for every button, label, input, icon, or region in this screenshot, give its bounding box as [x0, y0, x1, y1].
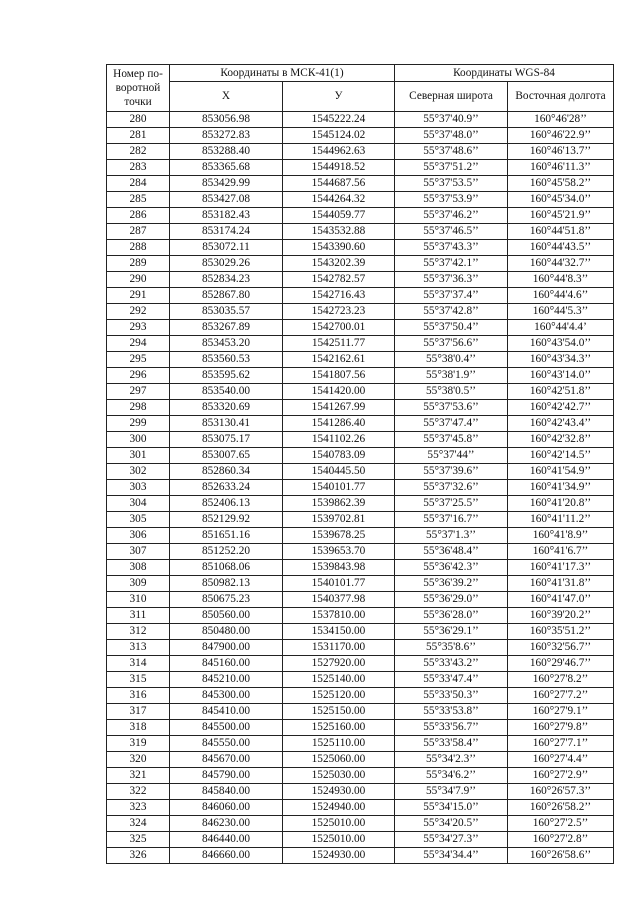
x-cell: 846060.00 [170, 800, 283, 816]
point-number-cell: 280 [107, 112, 170, 128]
table-row [107, 288, 614, 304]
x-cell: 851651.16 [170, 528, 283, 544]
longitude-cell: 160°44'4.4’ [508, 320, 614, 336]
table-row [107, 816, 614, 832]
x-cell: 851068.06 [170, 560, 283, 576]
x-cell: 853427.08 [170, 192, 283, 208]
latitude-cell: 55°38'0.4’’ [395, 352, 508, 368]
table-row [107, 176, 614, 192]
table-row [107, 480, 614, 496]
longitude-cell: 160°41'6.7’’ [508, 544, 614, 560]
header-x: X [170, 82, 283, 112]
table-row [107, 624, 614, 640]
x-cell: 845500.00 [170, 720, 283, 736]
point-number-cell: 288 [107, 240, 170, 256]
table-row [107, 208, 614, 224]
table-row [107, 304, 614, 320]
x-cell: 853595.62 [170, 368, 283, 384]
x-cell: 851252.20 [170, 544, 283, 560]
y-cell: 1525150.00 [283, 704, 395, 720]
x-cell: 853182.43 [170, 208, 283, 224]
x-cell: 853267.89 [170, 320, 283, 336]
y-cell: 1542511.77 [283, 336, 395, 352]
point-number-cell: 321 [107, 768, 170, 784]
table-row [107, 144, 614, 160]
table-row [107, 352, 614, 368]
point-number-cell: 314 [107, 656, 170, 672]
y-cell: 1525010.00 [283, 816, 395, 832]
longitude-cell: 160°27'7.2’’ [508, 688, 614, 704]
x-cell: 845670.00 [170, 752, 283, 768]
point-number-cell: 324 [107, 816, 170, 832]
x-cell: 850675.23 [170, 592, 283, 608]
y-cell: 1525060.00 [283, 752, 395, 768]
latitude-cell: 55°36'28.0’’ [395, 608, 508, 624]
latitude-cell: 55°36'48.4’’ [395, 544, 508, 560]
x-cell: 853056.98 [170, 112, 283, 128]
point-number-cell: 316 [107, 688, 170, 704]
point-number-cell: 307 [107, 544, 170, 560]
latitude-cell: 55°38'0.5’’ [395, 384, 508, 400]
longitude-cell: 160°27'2.8’’ [508, 832, 614, 848]
x-cell: 845790.00 [170, 768, 283, 784]
table-row [107, 576, 614, 592]
longitude-cell: 160°41'17.3’’ [508, 560, 614, 576]
latitude-cell: 55°34'27.3’’ [395, 832, 508, 848]
x-cell: 853540.00 [170, 384, 283, 400]
longitude-cell: 160°27'8.2’’ [508, 672, 614, 688]
table-row [107, 512, 614, 528]
table-row [107, 160, 614, 176]
table-row [107, 800, 614, 816]
header-latitude: Северная широта [395, 82, 508, 112]
point-number-cell: 323 [107, 800, 170, 816]
y-cell: 1544687.56 [283, 176, 395, 192]
y-cell: 1525010.00 [283, 832, 395, 848]
latitude-cell: 55°37'1.3’’ [395, 528, 508, 544]
longitude-cell: 160°41'47.0’’ [508, 592, 614, 608]
table-row [107, 768, 614, 784]
table-row [107, 224, 614, 240]
longitude-cell: 160°27'4.4’’ [508, 752, 614, 768]
latitude-cell: 55°37'53.5’’ [395, 176, 508, 192]
longitude-cell: 160°43'14.0’’ [508, 368, 614, 384]
latitude-cell: 55°34'2.3’’ [395, 752, 508, 768]
x-cell: 853320.69 [170, 400, 283, 416]
point-number-cell: 294 [107, 336, 170, 352]
x-cell: 847900.00 [170, 640, 283, 656]
longitude-cell: 160°26'58.2’’ [508, 800, 614, 816]
x-cell: 853007.65 [170, 448, 283, 464]
latitude-cell: 55°37'46.2’’ [395, 208, 508, 224]
point-number-cell: 303 [107, 480, 170, 496]
point-number-cell: 297 [107, 384, 170, 400]
longitude-cell: 160°42'43.4’’ [508, 416, 614, 432]
latitude-cell: 55°37'48.0’’ [395, 128, 508, 144]
y-cell: 1539862.39 [283, 496, 395, 512]
latitude-cell: 55°36'29.0’’ [395, 592, 508, 608]
point-number-cell: 313 [107, 640, 170, 656]
y-cell: 1525030.00 [283, 768, 395, 784]
longitude-cell: 160°42'51.8’’ [508, 384, 614, 400]
latitude-cell: 55°37'53.9’’ [395, 192, 508, 208]
longitude-cell: 160°27'9.1’’ [508, 704, 614, 720]
longitude-cell: 160°45'21.9’’ [508, 208, 614, 224]
point-number-cell: 310 [107, 592, 170, 608]
x-cell: 853072.11 [170, 240, 283, 256]
x-cell: 852633.24 [170, 480, 283, 496]
longitude-cell: 160°46'11.3’’ [508, 160, 614, 176]
longitude-cell: 160°42'14.5’’ [508, 448, 614, 464]
table-row [107, 496, 614, 512]
table-row [107, 544, 614, 560]
x-cell: 853429.99 [170, 176, 283, 192]
point-number-cell: 291 [107, 288, 170, 304]
point-number-cell: 287 [107, 224, 170, 240]
latitude-cell: 55°34'6.2’’ [395, 768, 508, 784]
latitude-cell: 55°35'8.6’’ [395, 640, 508, 656]
longitude-cell: 160°27'2.5’’ [508, 816, 614, 832]
x-cell: 853453.20 [170, 336, 283, 352]
longitude-cell: 160°46'28’’ [508, 112, 614, 128]
y-cell: 1542700.01 [283, 320, 395, 336]
y-cell: 1524930.00 [283, 784, 395, 800]
x-cell: 845210.00 [170, 672, 283, 688]
latitude-cell: 55°33'53.8’’ [395, 704, 508, 720]
x-cell: 845550.00 [170, 736, 283, 752]
point-number-cell: 300 [107, 432, 170, 448]
x-cell: 852867.80 [170, 288, 283, 304]
x-cell: 852834.23 [170, 272, 283, 288]
latitude-cell: 55°37'42.1’’ [395, 256, 508, 272]
longitude-cell: 160°45'34.0’’ [508, 192, 614, 208]
table-row [107, 464, 614, 480]
table-row [107, 320, 614, 336]
point-number-cell: 308 [107, 560, 170, 576]
point-number-cell: 304 [107, 496, 170, 512]
y-cell: 1541267.99 [283, 400, 395, 416]
point-number-cell: 290 [107, 272, 170, 288]
y-cell: 1531170.00 [283, 640, 395, 656]
y-cell: 1541420.00 [283, 384, 395, 400]
y-cell: 1544059.77 [283, 208, 395, 224]
table-row [107, 416, 614, 432]
point-number-cell: 301 [107, 448, 170, 464]
latitude-cell: 55°37'36.3’’ [395, 272, 508, 288]
latitude-cell: 55°37'56.6’’ [395, 336, 508, 352]
x-cell: 845300.00 [170, 688, 283, 704]
table-row [107, 752, 614, 768]
y-cell: 1542162.61 [283, 352, 395, 368]
latitude-cell: 55°37'50.4’’ [395, 320, 508, 336]
point-number-cell: 305 [107, 512, 170, 528]
longitude-cell: 160°41'34.9’’ [508, 480, 614, 496]
y-cell: 1541807.56 [283, 368, 395, 384]
point-number-cell: 286 [107, 208, 170, 224]
latitude-cell: 55°37'40.9’’ [395, 112, 508, 128]
y-cell: 1539678.25 [283, 528, 395, 544]
longitude-cell: 160°42'32.8’’ [508, 432, 614, 448]
document-page [106, 64, 613, 864]
longitude-cell: 160°35'51.2’’ [508, 624, 614, 640]
latitude-cell: 55°34'7.9’’ [395, 784, 508, 800]
longitude-cell: 160°26'58.6’’ [508, 848, 614, 864]
y-cell: 1525120.00 [283, 688, 395, 704]
header-y: У [283, 82, 395, 112]
header-row-2 [107, 82, 614, 112]
table-row [107, 704, 614, 720]
table-row [107, 672, 614, 688]
x-cell: 846440.00 [170, 832, 283, 848]
header-msk-coordinates: Координаты в МСК-41(1) [170, 65, 395, 82]
longitude-cell: 160°29'46.7’’ [508, 656, 614, 672]
point-number-cell: 320 [107, 752, 170, 768]
latitude-cell: 55°37'42.8’’ [395, 304, 508, 320]
x-cell: 853035.57 [170, 304, 283, 320]
table-row [107, 592, 614, 608]
point-number-cell: 292 [107, 304, 170, 320]
point-number-cell: 298 [107, 400, 170, 416]
longitude-cell: 160°46'22.9’’ [508, 128, 614, 144]
latitude-cell: 55°37'44’’ [395, 448, 508, 464]
longitude-cell: 160°44'32.7’’ [508, 256, 614, 272]
y-cell: 1542716.43 [283, 288, 395, 304]
y-cell: 1537810.00 [283, 608, 395, 624]
table-row [107, 368, 614, 384]
x-cell: 852406.13 [170, 496, 283, 512]
y-cell: 1542723.23 [283, 304, 395, 320]
longitude-cell: 160°42'42.7’’ [508, 400, 614, 416]
header-row-1 [107, 65, 614, 82]
table-row [107, 256, 614, 272]
latitude-cell: 55°37'43.3’’ [395, 240, 508, 256]
table-row [107, 240, 614, 256]
y-cell: 1539843.98 [283, 560, 395, 576]
table-row [107, 384, 614, 400]
x-cell: 850982.13 [170, 576, 283, 592]
latitude-cell: 55°33'56.7’’ [395, 720, 508, 736]
latitude-cell: 55°36'29.1’’ [395, 624, 508, 640]
point-number-cell: 284 [107, 176, 170, 192]
coordinates-table [106, 64, 614, 864]
point-number-cell: 281 [107, 128, 170, 144]
latitude-cell: 55°38'1.9’’ [395, 368, 508, 384]
y-cell: 1540101.77 [283, 480, 395, 496]
table-body [107, 112, 614, 864]
longitude-cell: 160°45'58.2’’ [508, 176, 614, 192]
table-row [107, 688, 614, 704]
latitude-cell: 55°34'20.5’’ [395, 816, 508, 832]
latitude-cell: 55°37'25.5’’ [395, 496, 508, 512]
table-row [107, 112, 614, 128]
longitude-cell: 160°44'51.8’’ [508, 224, 614, 240]
latitude-cell: 55°37'39.6’’ [395, 464, 508, 480]
table-row [107, 272, 614, 288]
y-cell: 1540783.09 [283, 448, 395, 464]
latitude-cell: 55°37'48.6’’ [395, 144, 508, 160]
latitude-cell: 55°33'50.3’’ [395, 688, 508, 704]
table-row [107, 528, 614, 544]
point-number-cell: 296 [107, 368, 170, 384]
point-number-cell: 306 [107, 528, 170, 544]
y-cell: 1539702.81 [283, 512, 395, 528]
header-longitude: Восточная долгота [508, 82, 614, 112]
x-cell: 846230.00 [170, 816, 283, 832]
x-cell: 852860.34 [170, 464, 283, 480]
point-number-cell: 319 [107, 736, 170, 752]
longitude-cell: 160°43'54.0’’ [508, 336, 614, 352]
latitude-cell: 55°37'37.4’’ [395, 288, 508, 304]
table-row [107, 656, 614, 672]
point-number-cell: 295 [107, 352, 170, 368]
longitude-cell: 160°41'8.9’’ [508, 528, 614, 544]
x-cell: 853288.40 [170, 144, 283, 160]
latitude-cell: 55°34'34.4’’ [395, 848, 508, 864]
latitude-cell: 55°33'43.2’’ [395, 656, 508, 672]
y-cell: 1524940.00 [283, 800, 395, 816]
longitude-cell: 160°41'20.8’’ [508, 496, 614, 512]
latitude-cell: 55°36'39.2’’ [395, 576, 508, 592]
table-row [107, 640, 614, 656]
y-cell: 1543202.39 [283, 256, 395, 272]
table-row [107, 848, 614, 864]
longitude-cell: 160°44'8.3’’ [508, 272, 614, 288]
table-row [107, 560, 614, 576]
x-cell: 852129.92 [170, 512, 283, 528]
x-cell: 845840.00 [170, 784, 283, 800]
table-row [107, 192, 614, 208]
point-number-cell: 317 [107, 704, 170, 720]
point-number-cell: 309 [107, 576, 170, 592]
table-row [107, 400, 614, 416]
y-cell: 1545124.02 [283, 128, 395, 144]
longitude-cell: 160°39'20.2’’ [508, 608, 614, 624]
point-number-cell: 312 [107, 624, 170, 640]
longitude-cell: 160°43'34.3’’ [508, 352, 614, 368]
point-number-cell: 315 [107, 672, 170, 688]
table-row [107, 432, 614, 448]
y-cell: 1525160.00 [283, 720, 395, 736]
y-cell: 1525110.00 [283, 736, 395, 752]
table-row [107, 736, 614, 752]
x-cell: 850480.00 [170, 624, 283, 640]
y-cell: 1525140.00 [283, 672, 395, 688]
longitude-cell: 160°41'54.9’’ [508, 464, 614, 480]
latitude-cell: 55°37'51.2’’ [395, 160, 508, 176]
y-cell: 1544918.52 [283, 160, 395, 176]
table-row [107, 608, 614, 624]
longitude-cell: 160°41'31.8’’ [508, 576, 614, 592]
point-number-cell: 293 [107, 320, 170, 336]
point-number-cell: 318 [107, 720, 170, 736]
x-cell: 853560.53 [170, 352, 283, 368]
point-number-cell: 285 [107, 192, 170, 208]
latitude-cell: 55°37'46.5’’ [395, 224, 508, 240]
longitude-cell: 160°32'56.7’’ [508, 640, 614, 656]
y-cell: 1540101.77 [283, 576, 395, 592]
x-cell: 850560.00 [170, 608, 283, 624]
x-cell: 845160.00 [170, 656, 283, 672]
latitude-cell: 55°36'42.3’’ [395, 560, 508, 576]
longitude-cell: 160°27'2.9’’ [508, 768, 614, 784]
y-cell: 1540445.50 [283, 464, 395, 480]
point-number-cell: 302 [107, 464, 170, 480]
x-cell: 853174.24 [170, 224, 283, 240]
table-row [107, 784, 614, 800]
point-number-cell: 289 [107, 256, 170, 272]
latitude-cell: 55°37'32.6’’ [395, 480, 508, 496]
header-point-number: Номер по-воротной точки [107, 65, 170, 112]
table-row [107, 832, 614, 848]
y-cell: 1543532.88 [283, 224, 395, 240]
latitude-cell: 55°33'47.4’’ [395, 672, 508, 688]
point-number-cell: 299 [107, 416, 170, 432]
latitude-cell: 55°37'45.8’’ [395, 432, 508, 448]
point-number-cell: 325 [107, 832, 170, 848]
longitude-cell: 160°44'5.3’’ [508, 304, 614, 320]
latitude-cell: 55°37'53.6’’ [395, 400, 508, 416]
point-number-cell: 326 [107, 848, 170, 864]
latitude-cell: 55°37'16.7’’ [395, 512, 508, 528]
y-cell: 1540377.98 [283, 592, 395, 608]
x-cell: 853075.17 [170, 432, 283, 448]
table-row [107, 336, 614, 352]
point-number-cell: 322 [107, 784, 170, 800]
y-cell: 1539653.70 [283, 544, 395, 560]
y-cell: 1542782.57 [283, 272, 395, 288]
table-row [107, 128, 614, 144]
latitude-cell: 55°33'58.4’’ [395, 736, 508, 752]
y-cell: 1543390.60 [283, 240, 395, 256]
y-cell: 1545222.24 [283, 112, 395, 128]
longitude-cell: 160°27'7.1’’ [508, 736, 614, 752]
y-cell: 1524930.00 [283, 848, 395, 864]
latitude-cell: 55°37'47.4’’ [395, 416, 508, 432]
x-cell: 845410.00 [170, 704, 283, 720]
table-row [107, 448, 614, 464]
point-number-cell: 282 [107, 144, 170, 160]
y-cell: 1534150.00 [283, 624, 395, 640]
longitude-cell: 160°44'43.5’’ [508, 240, 614, 256]
y-cell: 1541102.26 [283, 432, 395, 448]
longitude-cell: 160°46'13.7’’ [508, 144, 614, 160]
x-cell: 853272.83 [170, 128, 283, 144]
y-cell: 1544962.63 [283, 144, 395, 160]
longitude-cell: 160°26'57.3’’ [508, 784, 614, 800]
point-number-cell: 283 [107, 160, 170, 176]
y-cell: 1544264.32 [283, 192, 395, 208]
table-row [107, 720, 614, 736]
point-number-cell: 311 [107, 608, 170, 624]
header-wgs-coordinates: Координаты WGS-84 [395, 65, 614, 82]
y-cell: 1541286.40 [283, 416, 395, 432]
x-cell: 853029.26 [170, 256, 283, 272]
longitude-cell: 160°27'9.8’’ [508, 720, 614, 736]
longitude-cell: 160°41'11.2’’ [508, 512, 614, 528]
y-cell: 1527920.00 [283, 656, 395, 672]
x-cell: 853130.41 [170, 416, 283, 432]
longitude-cell: 160°44'4.6’’ [508, 288, 614, 304]
x-cell: 846660.00 [170, 848, 283, 864]
latitude-cell: 55°34'15.0’’ [395, 800, 508, 816]
x-cell: 853365.68 [170, 160, 283, 176]
